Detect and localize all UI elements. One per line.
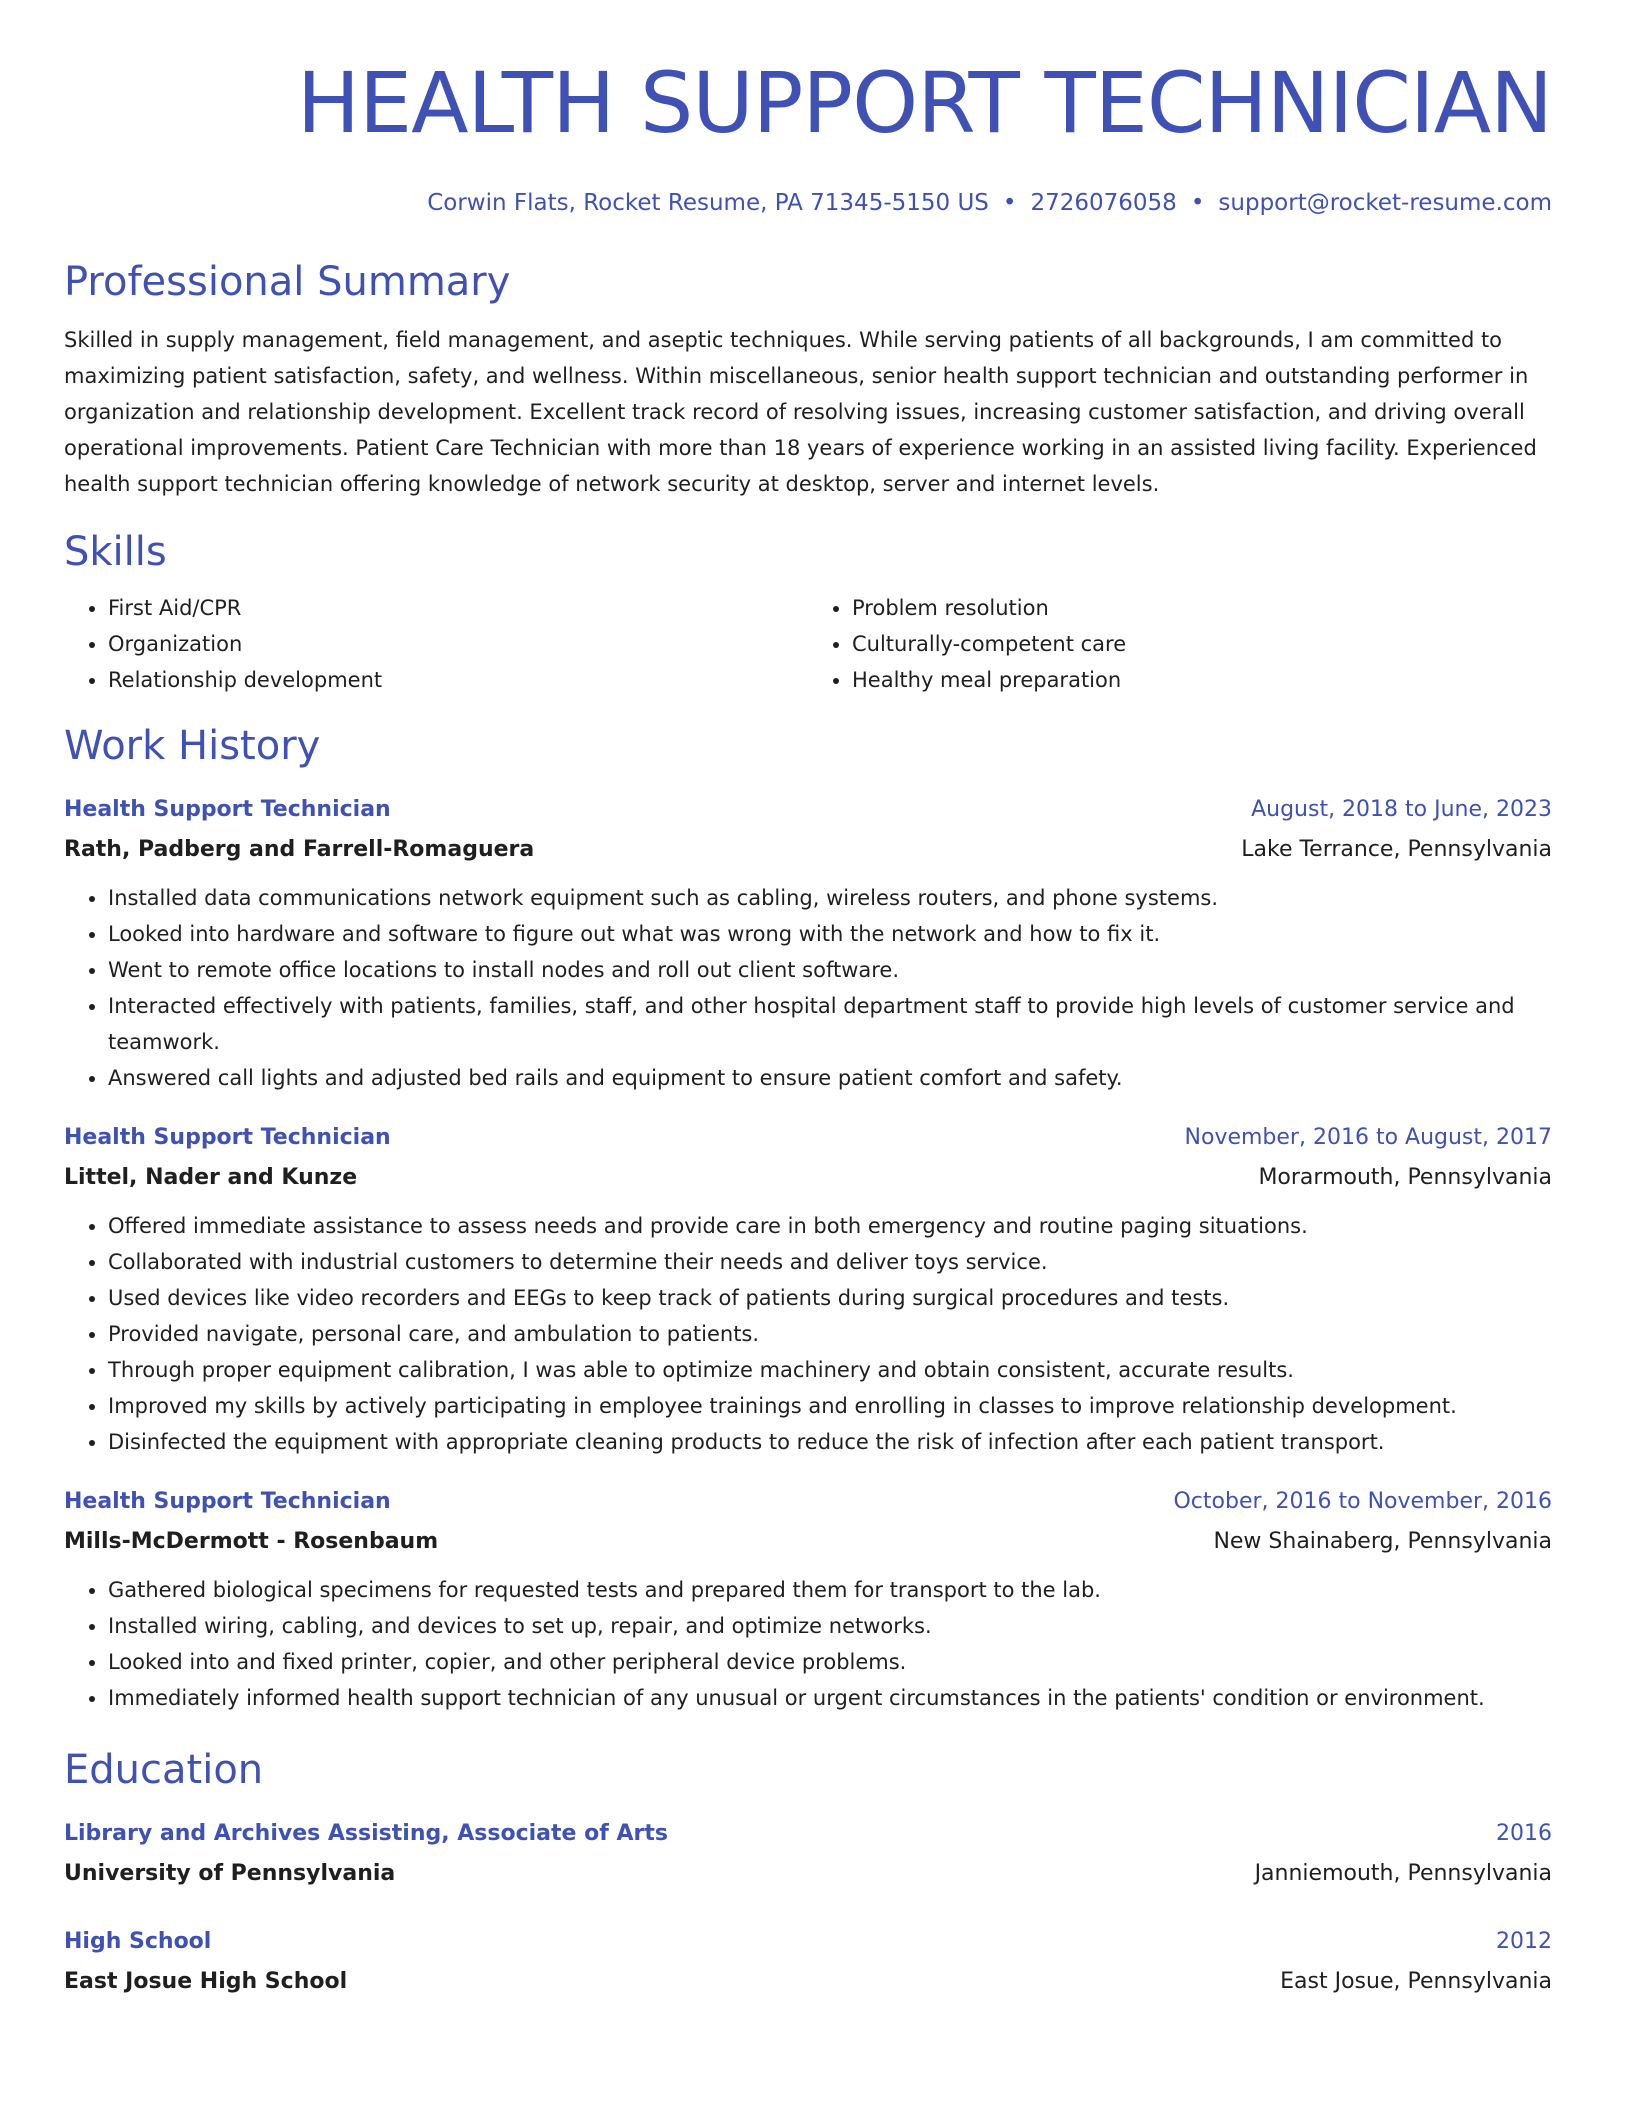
contact-separator: •	[1190, 190, 1205, 216]
job-entry	[64, 1482, 1552, 1716]
job-bullet: • Through proper equipment calibration, I was able to optimize machinery and obtain consistent, accurate results.	[108, 1352, 1552, 1388]
job-title: Health Support Technician	[64, 1125, 391, 1150]
job-bullets	[64, 880, 1552, 1096]
skill-item: • Organization	[108, 626, 808, 662]
job-bullet: • Immediately informed health support technician of any unusual or urgent circumstances in the patients' condition or environment.	[108, 1680, 1552, 1716]
skill-item: • First Aid/CPR	[108, 590, 808, 626]
job-dates: August, 2018 to June, 2023	[1251, 797, 1552, 822]
job-location: Lake Terrance, Pennsylvania	[1241, 837, 1552, 862]
skill-item: • Relationship development	[108, 662, 808, 698]
education-heading: Education	[64, 1747, 264, 1793]
job-entry	[64, 1118, 1552, 1460]
skill-item: • Culturally-competent care	[852, 626, 1552, 662]
job-bullet: • Installed data communications network equipment such as cabling, wireless routers, and phone systems.	[108, 880, 1552, 916]
resume-name: HEALTH SUPPORT TECHNICIAN	[296, 54, 1552, 152]
contact-line	[64, 188, 1552, 218]
job-company: Rath, Padberg and Farrell-Romaguera	[64, 837, 535, 862]
education-year: 2016	[1496, 1821, 1552, 1846]
summary-heading: Professional Summary	[64, 259, 511, 305]
job-bullet: • Looked into hardware and software to figure out what was wrong with the network and how to fix it.	[108, 916, 1552, 952]
education-location: East Josue, Pennsylvania	[1280, 1969, 1552, 1994]
contact-address: Corwin Flats, Rocket Resume, PA 71345-5150 US	[427, 190, 989, 216]
education-entry	[64, 1922, 1552, 2002]
skills-list	[64, 590, 1552, 698]
job-entry	[64, 790, 1552, 1096]
job-bullet: • Offered immediate assistance to assess needs and provide care in both emergency and routine paging situations.	[108, 1208, 1552, 1244]
resume-page	[64, 0, 1552, 2002]
contact-phone: 2726076058	[1030, 190, 1177, 216]
job-bullets	[64, 1572, 1552, 1716]
skill-item: • Problem resolution	[852, 590, 1552, 626]
skill-item: • Healthy meal preparation	[852, 662, 1552, 698]
job-bullet: • Collaborated with industrial customers to determine their needs and deliver toys service.	[108, 1244, 1552, 1280]
job-title: Health Support Technician	[64, 797, 391, 822]
education-year: 2012	[1496, 1929, 1552, 1954]
skills-heading: Skills	[64, 529, 167, 575]
education-degree: Library and Archives Assisting, Associate of Arts	[64, 1821, 668, 1846]
job-company: Littel, Nader and Kunze	[64, 1165, 358, 1190]
skills-column-left	[64, 590, 808, 698]
job-bullet: • Disinfected the equipment with appropriate cleaning products to reduce the risk of infection after each patient transport.	[108, 1424, 1552, 1460]
job-bullet: • Gathered biological specimens for requested tests and prepared them for transport to the lab.	[108, 1572, 1552, 1608]
job-title: Health Support Technician	[64, 1489, 391, 1514]
job-bullet: • Answered call lights and adjusted bed rails and equipment to ensure patient comfort and safety.	[108, 1060, 1552, 1096]
contact-email: support@rocket-resume.com	[1218, 190, 1552, 216]
job-bullet: • Looked into and fixed printer, copier, and other peripheral device problems.	[108, 1644, 1552, 1680]
job-bullet: • Provided navigate, personal care, and ambulation to patients.	[108, 1316, 1552, 1352]
job-bullet: • Used devices like video recorders and EEGs to keep track of patients during surgical procedures and tests.	[108, 1280, 1552, 1316]
education-school: East Josue High School	[64, 1969, 348, 1994]
job-bullet: • Went to remote office locations to install nodes and roll out client software.	[108, 952, 1552, 988]
job-location: Morarmouth, Pennsylvania	[1258, 1165, 1552, 1190]
skills-column-right	[808, 590, 1552, 698]
job-dates: November, 2016 to August, 2017	[1184, 1125, 1552, 1150]
job-bullet: • Installed wiring, cabling, and devices to set up, repair, and optimize networks.	[108, 1608, 1552, 1644]
work-history-heading: Work History	[64, 723, 321, 769]
job-bullet: • Improved my skills by actively participating in employee trainings and enrolling in classes to improve relationship development.	[108, 1388, 1552, 1424]
job-bullets	[64, 1208, 1552, 1460]
education-degree: High School	[64, 1929, 212, 1954]
contact-separator: •	[1002, 190, 1017, 216]
job-bullet: • Interacted effectively with patients, families, staff, and other hospital department staff to provide high levels of customer service and teamwork.	[108, 988, 1552, 1060]
education-school: University of Pennsylvania	[64, 1861, 396, 1886]
education-location: Janniemouth, Pennsylvania	[1254, 1861, 1552, 1886]
job-company: Mills-McDermott - Rosenbaum	[64, 1529, 439, 1554]
summary-text: Skilled in supply management, field management, and aseptic techniques. While serving patients of all backgrounds, I am committed to maximizing patient satisfaction, safety, and wellness. Within miscellaneous, senior health support technician and outstanding performer in organization and relationship development. Excellent track record of resolving issues, increasing customer satisfaction, and driving overall operational improvements. Patient Care Technician with more than 18 years of experience working in an assisted living facility. Experienced health support technician offering knowledge of network security at desktop, server and internet levels.	[64, 328, 1537, 496]
job-dates: October, 2016 to November, 2016	[1173, 1489, 1552, 1514]
job-location: New Shainaberg, Pennsylvania	[1213, 1529, 1552, 1554]
education-entry	[64, 1814, 1552, 1894]
